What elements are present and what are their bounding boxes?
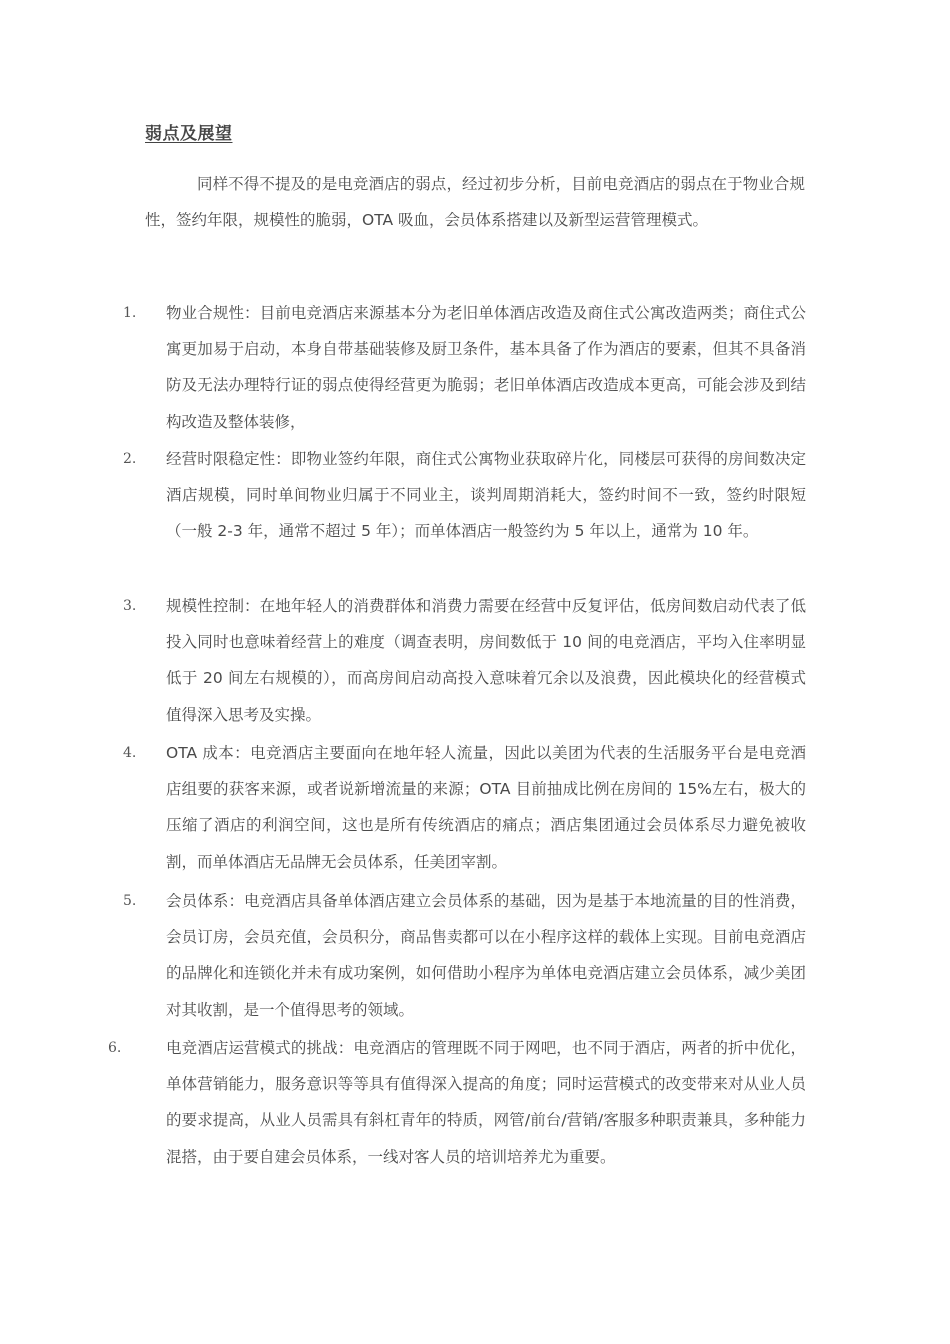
list-item-text: 物业合规性：目前电竞酒店来源基本分为老旧单体酒店改造及商住式公寓改造两类；商住式公寓更加易于启动，本身自带基础装修及厨卫条件，基本具备了作为酒店的要素，但其不具备消防及无法办理特行证的弱点使得经营更为脆弱；老旧单体酒店改造成本更高，可能会涉及到结构改造及整体装修，: [166, 304, 806, 431]
intro-paragraph: 同样不得不提及的是电竞酒店的弱点，经过初步分析，目前电竞酒店的弱点在于物业合规性，签约年限，规模性的脆弱，OTA 吸血，会员体系搭建以及新型运营管理模式。: [145, 175, 805, 229]
section-heading: 弱点及展望: [145, 124, 233, 144]
list-item-number: 5.: [123, 893, 137, 909]
list-item-text: 电竞酒店运营模式的挑战：电竞酒店的管理既不同于网吧，也不同于酒店，两者的折中优化，单体营销能力，服务意识等等具有值得深入提高的角度；同时运营模式的改变带来对从业人员的要求提高，从业人员需具有斜杠青年的特质，网管/前台/营销/客服多种职责兼具，多种能力混搭，由于要自建会员体系，一线对客人员的培训培养尤为重要。: [166, 1039, 806, 1166]
list-item-text: 会员体系：电竞酒店具备单体酒店建立会员体系的基础，因为是基于本地流量的目的性消费，会员订房，会员充值，会员积分，商品售卖都可以在小程序这样的载体上实现。目前电竞酒店的品牌化和连锁化并未有成功案例，如何借助小程序为单体电竞酒店建立会员体系，减少美团对其收割，是一个值得思考的领域。: [166, 892, 806, 1019]
list-item-text: OTA 成本：电竞酒店主要面向在地年轻人流量，因此以美团为代表的生活服务平台是电竞酒店组要的获客来源，或者说新增流量的来源；OTA 目前抽成比例在房间的 15%左右，极大的压缩了酒店的利润空间，这也是所有传统酒店的痛点；酒店集团通过会员体系尽力避免被收割，而单体酒店无品牌无会员体系，任美团宰割。: [166, 744, 806, 871]
list-item-number: 4.: [123, 745, 137, 761]
list-item-number: 6.: [108, 1040, 122, 1056]
list-item-number: 1.: [123, 305, 137, 321]
list-item-number: 3.: [123, 598, 137, 614]
list-item-number: 2.: [123, 451, 137, 467]
list-item-text: 经营时限稳定性：即物业签约年限，商住式公寓物业获取碎片化，同楼层可获得的房间数决定酒店规模，同时单间物业归属于不同业主，谈判周期消耗大，签约时间不一致，签约时限短（一般 2-3 年，通常不超过 5 年）；而单体酒店一般签约为 5 年以上，通常为 10 年。: [166, 450, 806, 541]
list-item-text: 规模性控制：在地年轻人的消费群体和消费力需要在经营中反复评估，低房间数启动代表了低投入同时也意味着经营上的难度（调查表明，房间数低于 10 间的电竞酒店，平均入住率明显低于 20 间左右规模的），而高房间启动高投入意味着冗余以及浪费，因此模块化的经营模式值得深入思考及实操。: [166, 597, 806, 724]
